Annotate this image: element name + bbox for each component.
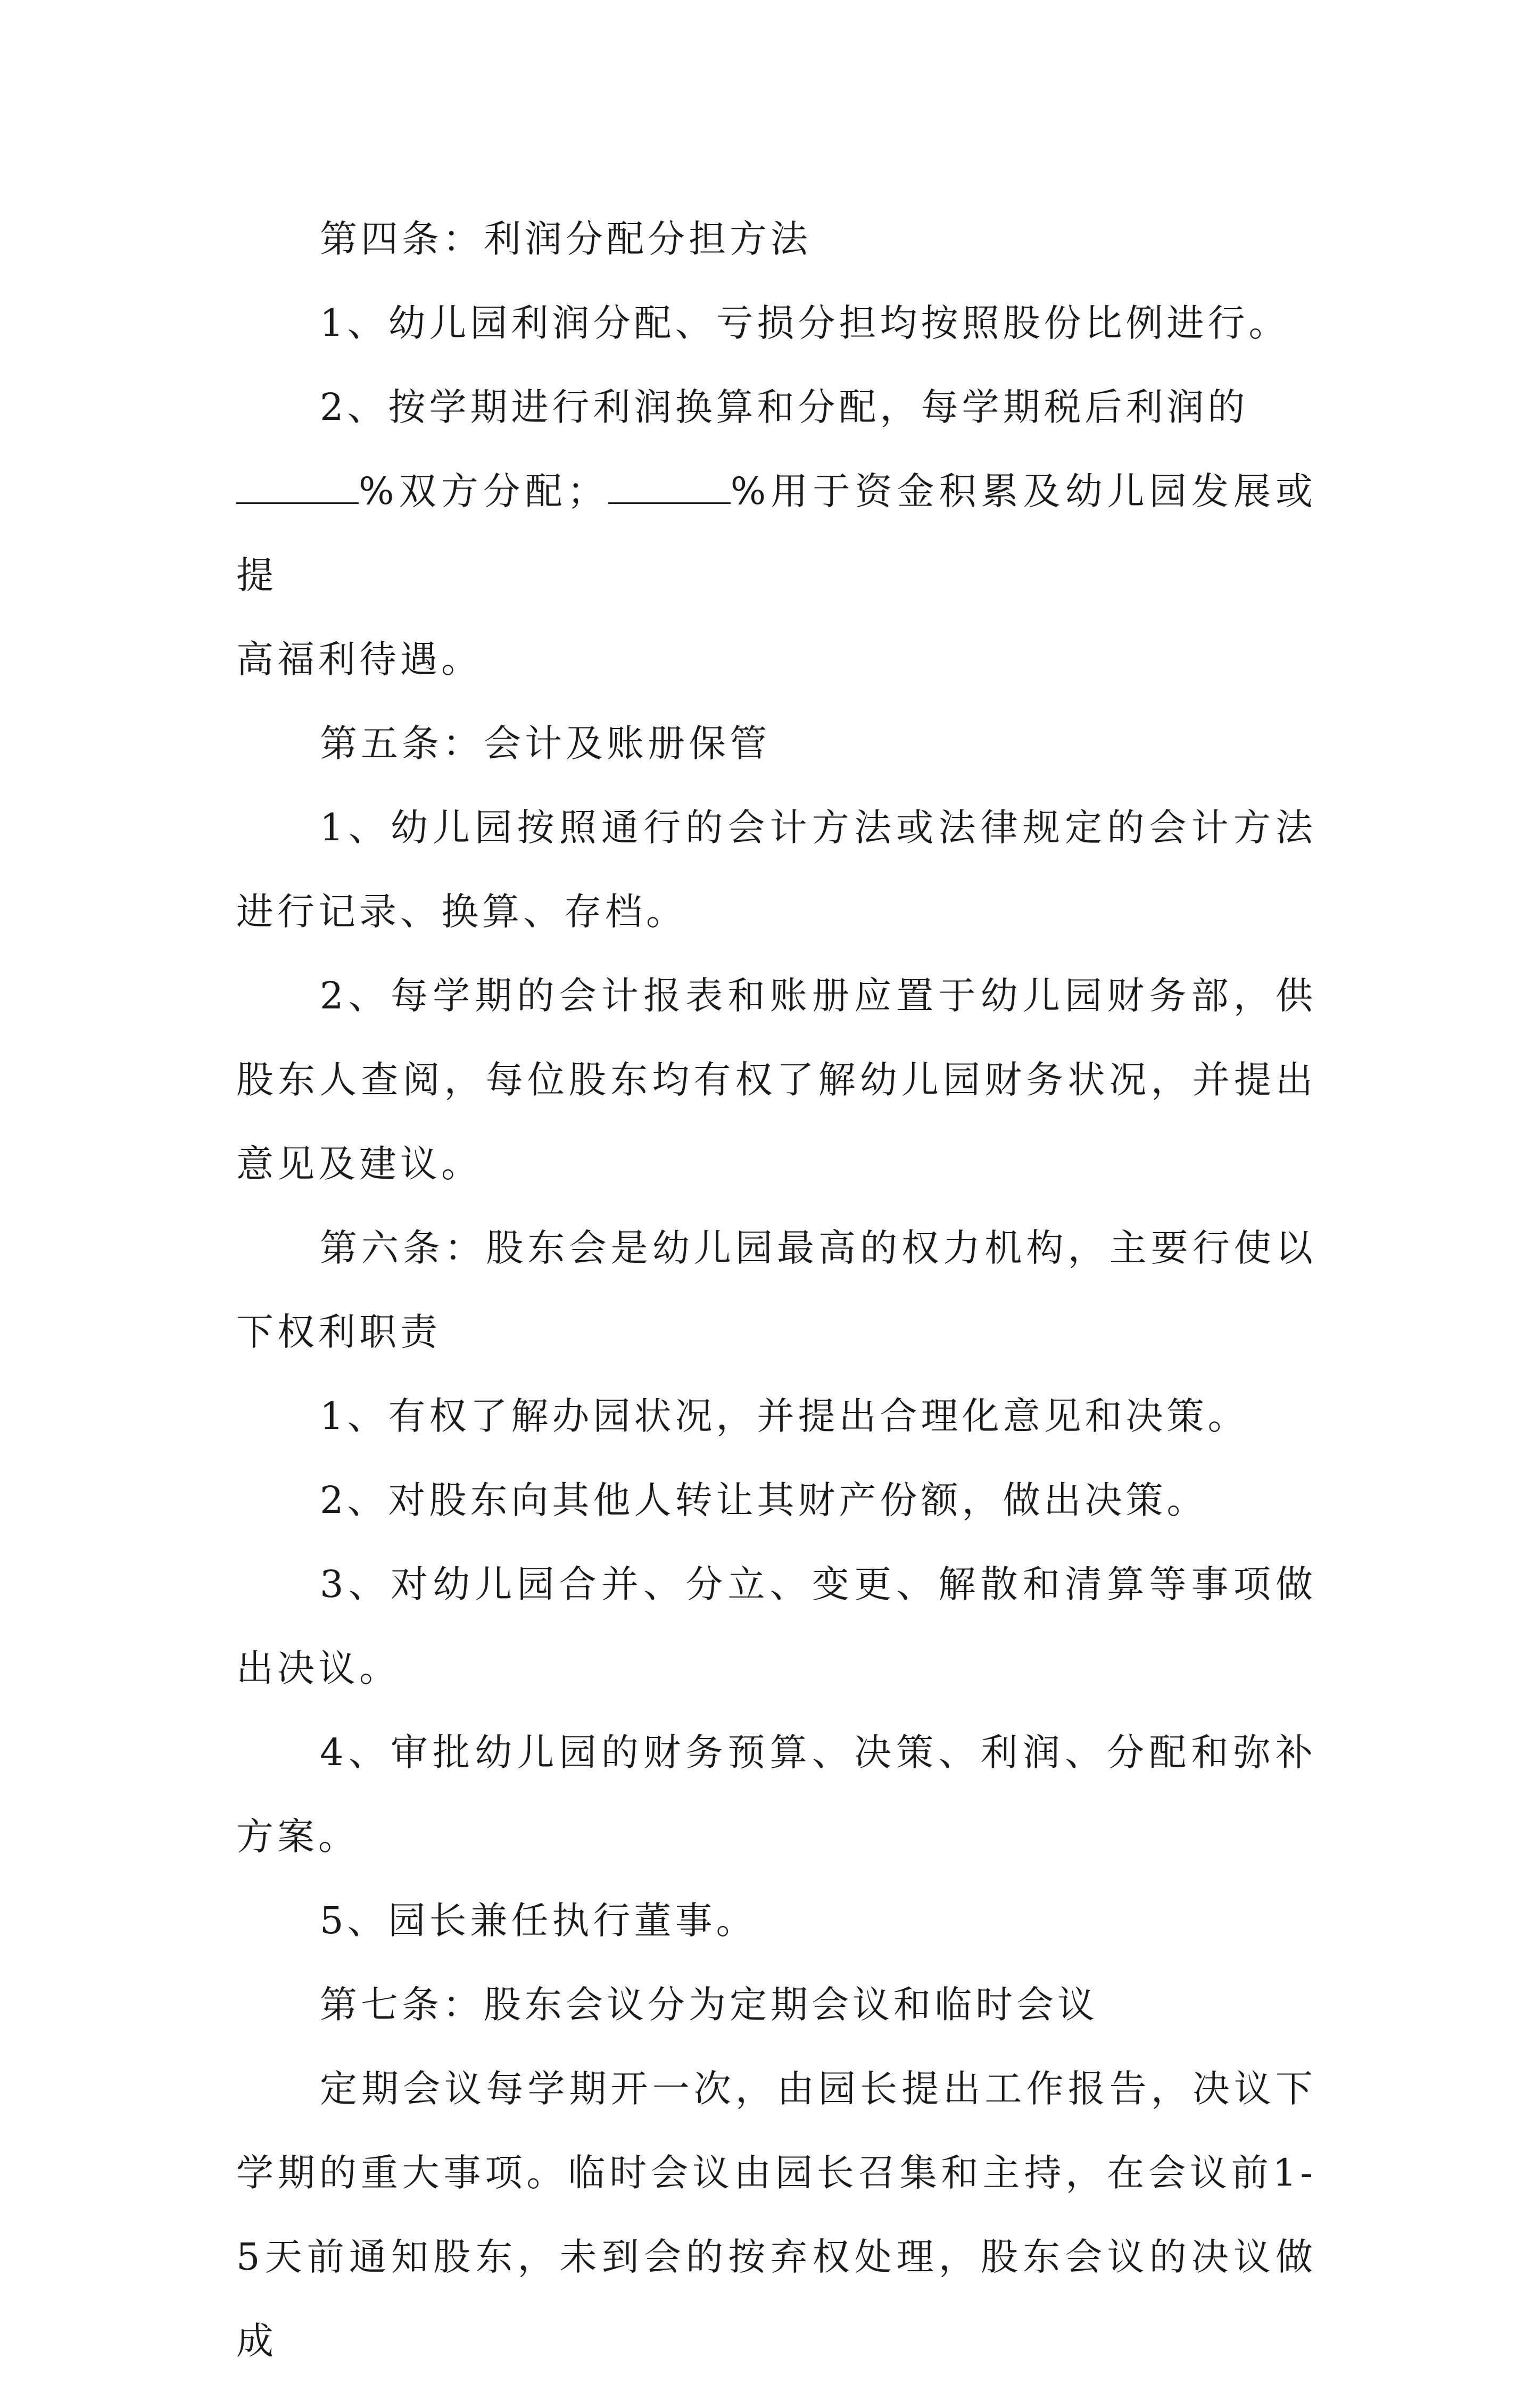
article-6-item-5 — [236, 1879, 1317, 1963]
article-6-item-2 — [236, 1458, 1317, 1542]
article-5-title-text: 第五条：会计及账册保管 — [320, 722, 771, 765]
article-5-item-1 — [236, 785, 1317, 954]
article-7-title — [236, 1963, 1317, 2047]
article-6-item-3-text: 3、对幼儿园合并、分立、变更、解散和清算等事项做出决议。 — [236, 1562, 1317, 1690]
article-6-item-1-text: 1、有权了解办园状况，并提出合理化意见和决策。 — [320, 1394, 1249, 1438]
article-4-item-2-text: 2、按学期进行利润换算和分配，每学期税后利润的 — [320, 385, 1249, 429]
article-5-item-1-text: 1、幼儿园按照通行的会计方法或法律规定的会计方法进行记录、换算、存档。 — [236, 806, 1317, 933]
article-4-title-text: 第四条：利润分配分担方法 — [320, 217, 812, 261]
article-5-item-2 — [236, 954, 1317, 1206]
article-6-item-4-text: 4、审批幼儿园的财务预算、决策、利润、分配和弥补方案。 — [236, 1731, 1317, 1858]
blank-field-1[interactable] — [236, 471, 359, 504]
article-4-item-2-part-b: %用于资金积累及幼儿园发展或提 — [236, 469, 1317, 597]
article-4-item-2-line-1 — [236, 365, 1317, 449]
article-4-item-2-line-3 — [236, 617, 1317, 701]
article-4-item-1 — [236, 281, 1317, 365]
article-4-item-1-text: 1、幼儿园利润分配、亏损分担均按照股份比例进行。 — [320, 301, 1290, 345]
article-6-title — [236, 1206, 1317, 1374]
article-4-item-2-part-a: %双方分配； — [359, 469, 608, 513]
article-7-title-text: 第七条：股东会议分为定期会议和临时会议 — [320, 1983, 1098, 2026]
article-4-title — [236, 197, 1317, 281]
article-7-body — [236, 2047, 1317, 2383]
article-5-title — [236, 701, 1317, 785]
article-7-body-text: 定期会议每学期开一次，由园长提出工作报告，决议下学期的重大事项。临时会议由园长召集和主持，在会议前1-5天前通知股东，未到会的按弃权处理，股东会议的决议做成 — [236, 2067, 1317, 2363]
article-6-item-5-text: 5、园长兼任执行董事。 — [320, 1899, 757, 1942]
article-4-item-2-line-2 — [236, 449, 1317, 617]
document-page — [236, 197, 1317, 2383]
article-5-item-2-text: 2、每学期的会计报表和账册应置于幼儿园财务部，供股东人查阅，每位股东均有权了解幼儿园财务状况，并提出意见及建议。 — [236, 974, 1317, 1186]
article-4-item-2-part-c: 高福利待遇。 — [236, 638, 482, 681]
article-6-item-3 — [236, 1542, 1317, 1710]
article-6-title-text: 第六条：股东会是幼儿园最高的权力机构，主要行使以下权利职责 — [236, 1226, 1317, 1354]
article-6-item-1 — [236, 1374, 1317, 1458]
article-6-item-2-text: 2、对股东向其他人转让其财产份额，做出决策。 — [320, 1478, 1208, 1522]
blank-field-2[interactable] — [608, 471, 731, 504]
article-6-item-4 — [236, 1710, 1317, 1879]
